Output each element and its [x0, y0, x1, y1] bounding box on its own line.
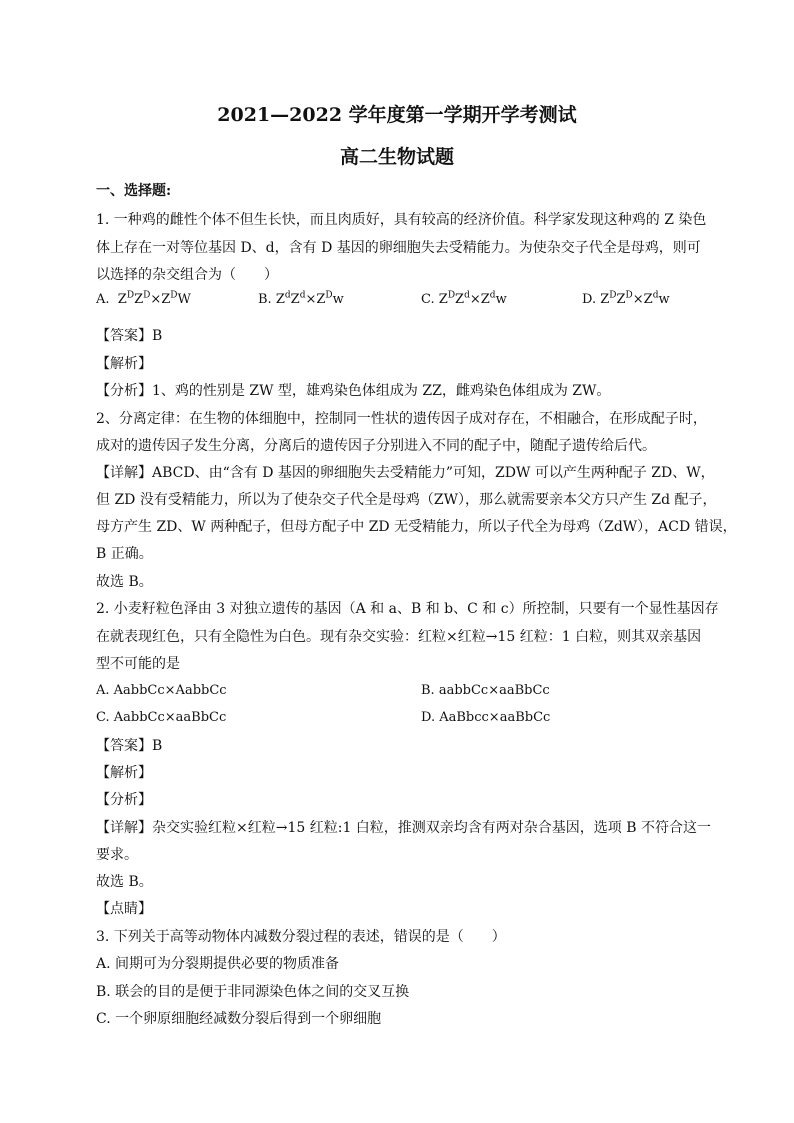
q1-xiangjie-line-3: 母方产生 ZD、W 两种配子，但母方配子中 ZD 无受精能力，所以子代全为母鸡（ZdW），ACD 错误，: [96, 519, 737, 535]
q3-stem: 3. 下列关于高等动物体内减数分裂过程的表述，错误的是（ ）: [96, 929, 506, 945]
q2-stem-line-1: 2. 小麦籽粒色泽由 3 对独立遗传的基因（A 和 a、B 和 b、C 和 c）所控制，只要有一个显性基因存: [96, 601, 719, 617]
section-heading: 一、选择题:: [96, 183, 172, 199]
q2-option-b: B. aabbCc×aaBbCc: [421, 683, 550, 698]
q1-xiangjie-line-2: 但 ZD 没有受精能力，所以为了使杂交子代全是母鸡（ZW），那么就需要亲本父方只产生 Zd 配子，: [96, 492, 717, 508]
q3-option-c: C. 一个卵原细胞经减数分裂后得到一个卵细胞: [96, 1011, 382, 1027]
q1-option-c: C. $Z^DZ^d\times Z^dw$: [421, 290, 507, 307]
q2-option-d: D. AaBbcc×aaBbCc: [421, 710, 551, 725]
q3-option-a: A. 间期可为分裂期提供必要的物质准备: [96, 956, 340, 972]
q1-fenxi-line-2: 2、分离定律：在生物的体细胞中，控制同一性状的遗传因子成对存在，不相融合，在形成配子时，: [96, 411, 707, 427]
q2-fenxi-label: 【分析】: [96, 792, 152, 808]
q2-xiangjie-line-2: 要求。: [96, 847, 138, 863]
q2-dianjing: 【点睛】: [96, 901, 152, 917]
q1-stem-line-2: 体上存在一对等位基因 D、d，含有 D 基因的卵细胞失去受精能力。为使杂交子代全是母鸡，则可: [96, 240, 701, 256]
q1-xiangjie-line-1: 【详解】ABCD、由“含有 D 基因的卵细胞失去受精能力”可知，ZDW 可以产生两种配子 ZD、W，: [96, 465, 715, 481]
q1-conclusion: 故选 B。: [96, 574, 153, 590]
q1-stem-line-3: 以选择的杂交组合为（ ）: [96, 267, 278, 283]
q1-option-d: D. $Z^DZ^D\times Z^dw$: [582, 290, 670, 307]
q1-fenxi-line-1: 【分析】1、鸡的性别是 ZW 型，雄鸡染色体组成为 ZZ，雌鸡染色体组成为 ZW。: [96, 383, 611, 399]
exam-title: 2021—2022 学年度第一学期开学考测试: [217, 104, 577, 126]
q2-xiangjie-line-1: 【详解】杂交实验红粒×红粒→15 红粒:1 白粒，推测双亲均含有两对杂合基因，选项 B 不符合这一: [96, 820, 711, 836]
q2-stem-line-2: 在就表现红色，只有全隐性为白色。现有杂交实验：红粒×红粒→15 红粒：1 白粒，则其双亲基因: [96, 629, 702, 645]
q2-analysis-label: 【解析】: [96, 765, 152, 781]
q2-option-c: C. AabbCc×aaBbCc: [96, 710, 227, 725]
q1-answer: 【答案】B: [96, 328, 163, 344]
q1-fenxi-line-3: 成对的遗传因子发生分离，分离后的遗传因子分别进入不同的配子中，随配子遗传给后代。: [96, 438, 656, 454]
q1-option-b: B. $Z^dZ^d\times Z^Dw$: [258, 290, 344, 307]
q3-option-b: B. 联会的目的是便于非同源染色体之间的交叉互换: [96, 984, 410, 1000]
q2-stem-line-3: 型不可能的是: [96, 656, 180, 672]
q1-stem-line-1: 1. 一种鸡的雌性个体不但生长快，而且肉质好，具有较高的经济价值。科学家发现这种鸡的 Z 染色: [96, 212, 707, 228]
q2-answer: 【答案】B: [96, 738, 163, 754]
q2-option-a: A. AabbCc×AabbCc: [96, 683, 227, 698]
q1-option-a: A. $Z^DZ^D\times Z^DW$: [96, 290, 191, 307]
q1-xiangjie-line-4: B 正确。: [96, 546, 153, 562]
exam-subtitle: 高二生物试题: [339, 146, 454, 168]
q2-conclusion: 故选 B。: [96, 874, 153, 890]
q1-analysis-label: 【解析】: [96, 356, 152, 372]
